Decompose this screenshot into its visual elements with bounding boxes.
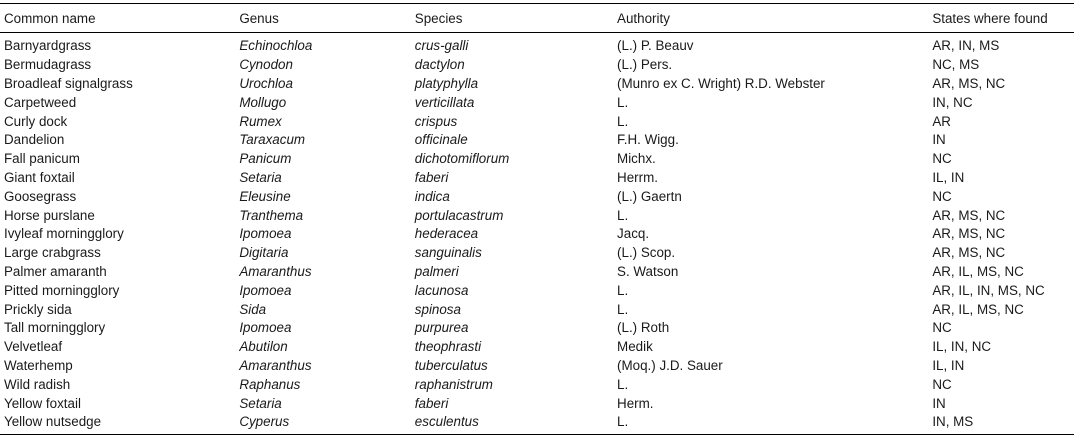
cell-species: lacunosa	[414, 282, 469, 298]
cell-common-name: Goosegrass	[4, 188, 77, 204]
table-row	[0, 244, 1074, 263]
cell-common-name: Barnyardgrass	[4, 38, 92, 54]
cell-species: platyphylla	[414, 75, 479, 91]
cell-species: crispus	[414, 113, 458, 129]
cell-species: esculentus	[411, 413, 613, 434]
cell-genus: Sida	[239, 301, 267, 317]
table-row	[0, 56, 1074, 75]
cell-species: portulacastrum	[414, 207, 504, 223]
cell-authority: (L.) Roth	[617, 320, 670, 336]
cell-common-name: Horse purslane	[4, 207, 95, 223]
table-row	[0, 187, 1074, 206]
cell-genus: Rumex	[239, 113, 282, 129]
cell-common-name: Tall morningglory	[4, 320, 106, 336]
cell-species: raphanistrum	[414, 376, 493, 392]
cell-authority: S. Watson	[617, 263, 679, 279]
cell-common-name: Curly dock	[4, 113, 68, 129]
cell-states: NC	[932, 151, 952, 167]
cell-genus: Taraxacum	[239, 132, 306, 148]
cell-authority: (L.) Scop.	[617, 245, 676, 261]
cell-common-name: Large crabgrass	[4, 245, 101, 261]
cell-common-name: Waterhemp	[4, 357, 73, 373]
table-row	[0, 338, 1074, 357]
table-row	[0, 33, 1074, 56]
header-row	[0, 4, 1074, 33]
cell-states: AR, IN, MS	[932, 38, 1000, 54]
cell-genus: Tranthema	[239, 207, 304, 223]
cell-genus: Ipomoea	[239, 282, 292, 298]
cell-common-name: Broadleaf signalgrass	[4, 75, 133, 91]
cell-genus: Setaria	[239, 169, 282, 185]
cell-species: officinale	[414, 132, 468, 148]
cell-genus: Urochloa	[239, 75, 293, 91]
cell-common-name: Yellow nutsedge	[0, 413, 235, 434]
cell-species: theophrasti	[414, 339, 482, 355]
cell-authority: Michx.	[617, 151, 656, 167]
cell-authority: Herm.	[617, 395, 654, 411]
cell-states: AR, IL, IN, MS, NC	[932, 282, 1045, 298]
cell-genus: Panicum	[239, 151, 292, 167]
cell-genus: Cyperus	[235, 413, 410, 434]
table-row	[0, 281, 1074, 300]
cell-genus: Ipomoea	[239, 226, 292, 242]
cell-species: palmeri	[414, 263, 459, 279]
cell-common-name: Dandelion	[4, 132, 65, 148]
cell-species: sanguinalis	[414, 245, 482, 261]
table-row	[0, 394, 1074, 413]
cell-authority: (L.) P. Beauv	[617, 38, 694, 54]
cell-species: faberi	[414, 169, 449, 185]
cell-common-name: Velvetleaf	[4, 339, 63, 355]
header-authority: Authority	[613, 4, 928, 33]
cell-states: IN	[932, 395, 946, 411]
cell-authority: (L.) Gaertn	[617, 188, 682, 204]
cell-species: purpurea	[414, 320, 469, 336]
weed-species-table	[0, 3, 1074, 435]
table-row	[0, 413, 1074, 434]
cell-common-name: Ivyleaf morningglory	[4, 226, 124, 242]
cell-authority: L.	[617, 94, 629, 110]
cell-genus: Ipomoea	[239, 320, 292, 336]
cell-states: AR, MS, NC	[932, 207, 1006, 223]
cell-genus: Amaranthus	[239, 357, 312, 373]
cell-authority: F.H. Wigg.	[617, 132, 679, 148]
cell-common-name: Giant foxtail	[4, 169, 75, 185]
cell-species: indica	[414, 188, 450, 204]
cell-common-name: Prickly sida	[4, 301, 72, 317]
cell-authority: L.	[617, 282, 629, 298]
table-row	[0, 131, 1074, 150]
cell-authority: Herrm.	[617, 169, 658, 185]
header-species: Species	[411, 4, 613, 33]
cell-states: AR, MS, NC	[932, 245, 1006, 261]
cell-states: IN	[932, 132, 946, 148]
table-row	[0, 300, 1074, 319]
cell-states: AR, IL, MS, NC	[932, 263, 1024, 279]
cell-authority: Jacq.	[617, 226, 650, 242]
table-row	[0, 263, 1074, 282]
cell-authority: L.	[617, 376, 629, 392]
cell-states: NC, MS	[932, 57, 980, 73]
table-row	[0, 375, 1074, 394]
cell-common-name: Bermudagrass	[4, 57, 92, 73]
cell-authority: (Munro ex C. Wright) R.D. Webster	[617, 75, 825, 91]
table-row	[0, 150, 1074, 169]
table-row	[0, 75, 1074, 94]
cell-states: IL, IN	[932, 169, 965, 185]
table-row	[0, 93, 1074, 112]
cell-species: hederacea	[414, 226, 479, 242]
cell-species: faberi	[414, 395, 449, 411]
cell-species: tuberculatus	[414, 357, 488, 373]
cell-common-name: Palmer amaranth	[4, 263, 107, 279]
cell-states: NC	[932, 320, 952, 336]
cell-authority: L.	[617, 113, 629, 129]
cell-states: AR, IL, MS, NC	[932, 301, 1024, 317]
cell-states: IN, NC	[932, 94, 973, 110]
table-row	[0, 319, 1074, 338]
cell-states: IL, IN, NC	[932, 339, 992, 355]
cell-authority: L.	[617, 301, 629, 317]
cell-genus: Cynodon	[239, 57, 293, 73]
table-row	[0, 225, 1074, 244]
table-row	[0, 357, 1074, 376]
table-header	[0, 4, 1074, 33]
cell-authority: L.	[617, 207, 629, 223]
cell-common-name: Yellow foxtail	[4, 395, 81, 411]
cell-states: IL, IN	[932, 357, 965, 373]
cell-states: AR	[932, 113, 951, 129]
cell-common-name: Wild radish	[4, 376, 71, 392]
header-common-name: Common name	[0, 4, 235, 33]
cell-genus: Amaranthus	[239, 263, 312, 279]
table-row	[0, 206, 1074, 225]
header-states: States where found	[928, 4, 1074, 33]
cell-states: IN, MS	[928, 413, 1074, 434]
cell-genus: Raphanus	[239, 376, 301, 392]
cell-common-name: Pitted morningglory	[4, 282, 120, 298]
cell-species: verticillata	[414, 94, 475, 110]
cell-authority: (Moq.) J.D. Sauer	[617, 357, 723, 373]
cell-common-name: Fall panicum	[4, 151, 80, 167]
cell-authority: (L.) Pers.	[617, 57, 673, 73]
cell-states: NC	[932, 376, 952, 392]
cell-states: NC	[932, 188, 952, 204]
table-row	[0, 112, 1074, 131]
cell-genus: Abutilon	[239, 339, 288, 355]
cell-authority: L.	[613, 413, 928, 434]
table-body	[0, 33, 1074, 435]
cell-species: spinosa	[414, 301, 461, 317]
cell-common-name: Carpetweed	[4, 94, 77, 110]
cell-species: crus-galli	[414, 38, 469, 54]
cell-genus: Eleusine	[239, 188, 291, 204]
table-row	[0, 169, 1074, 188]
cell-species: dactylon	[414, 57, 465, 73]
cell-genus: Echinochloa	[239, 38, 313, 54]
header-genus: Genus	[235, 4, 410, 33]
cell-states: AR, MS, NC	[932, 75, 1006, 91]
cell-species: dichotomiflorum	[414, 151, 510, 167]
cell-genus: Setaria	[239, 395, 282, 411]
cell-genus: Mollugo	[239, 94, 287, 110]
cell-states: AR, MS, NC	[932, 226, 1006, 242]
cell-genus: Digitaria	[239, 245, 289, 261]
cell-authority: Medik	[617, 339, 653, 355]
